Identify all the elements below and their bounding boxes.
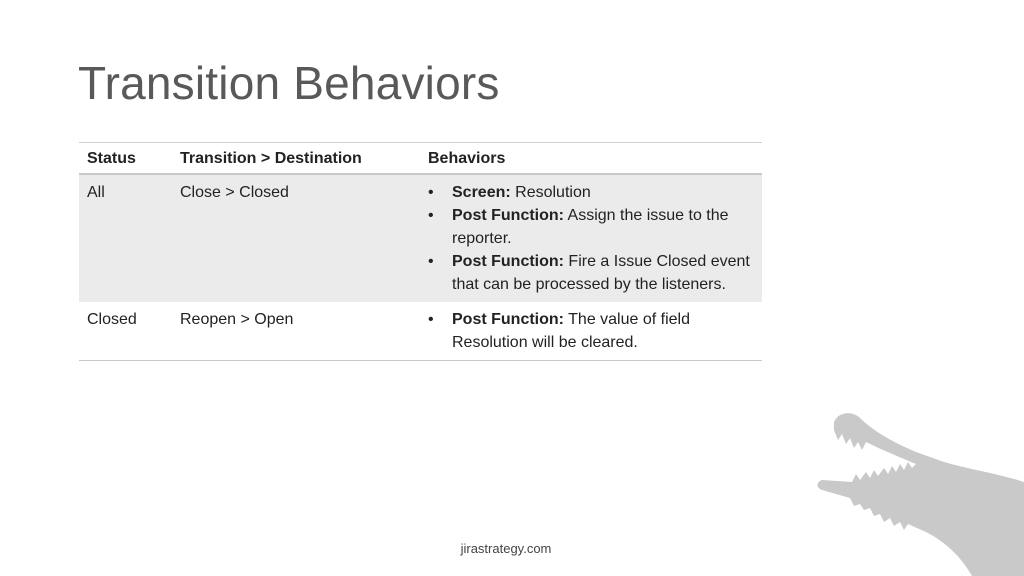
transition-table-container (79, 142, 762, 361)
behavior-item (428, 250, 754, 296)
cell-transition: Close > Closed (172, 174, 420, 302)
footer-website: jirastrategy.com (460, 541, 552, 556)
table-row (79, 174, 762, 302)
behavior-list (428, 308, 754, 354)
cell-behaviors (420, 302, 762, 361)
behavior-item (428, 308, 754, 354)
table-header-row (79, 143, 762, 175)
behavior-item (428, 204, 754, 250)
behavior-item (428, 181, 754, 204)
behavior-text: Fire a Issue Closed event that can be processed by the listeners. (452, 253, 750, 293)
cell-status: All (79, 174, 172, 302)
header-transition: Transition > Destination (172, 143, 420, 175)
behavior-label: Post Function: (452, 311, 564, 328)
cell-transition: Reopen > Open (172, 302, 420, 361)
header-behaviors: Behaviors (420, 143, 762, 175)
table-row (79, 302, 762, 361)
cell-behaviors (420, 174, 762, 302)
behavior-list (428, 181, 754, 296)
behavior-text: Resolution (510, 184, 591, 201)
behavior-text: The value of field Resolution will be cleared. (452, 311, 690, 351)
slide-title: Transition Behaviors (78, 57, 500, 109)
transition-table (79, 142, 762, 361)
behavior-text: Assign the issue to the reporter. (452, 207, 729, 247)
cell-status: Closed (79, 302, 172, 361)
behavior-label: Post Function: (452, 253, 564, 270)
header-status: Status (79, 143, 172, 175)
behavior-label: Post Function: (452, 207, 564, 224)
behavior-label: Screen: (452, 184, 511, 201)
